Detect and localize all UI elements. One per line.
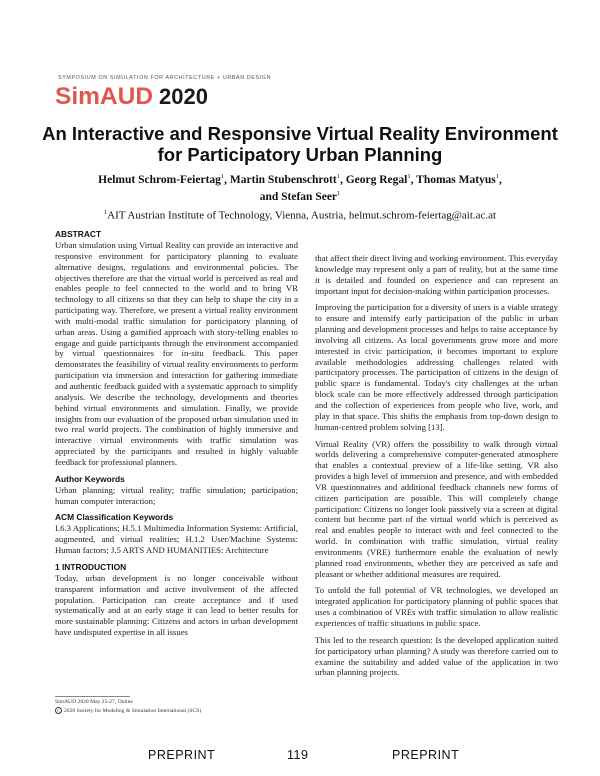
logo-text: SimAUD — [55, 83, 154, 110]
body-paragraph: Urban planning; virtual reality; traffic simulation; participation; human computer interaction; — [55, 484, 298, 506]
copyright-icon: c — [55, 707, 62, 714]
affiliation — [40, 206, 560, 223]
preprint-label-right: PREPRINT — [392, 748, 460, 762]
section-heading: ABSTRACT — [55, 229, 102, 239]
author-affiliation-mark: 1 — [407, 173, 411, 180]
copyright-text: 2020 Society for Modeling & Simulation International (SCS) — [64, 707, 202, 714]
page-number: 119 — [287, 748, 309, 762]
footnote-divider — [55, 696, 130, 697]
footnote — [55, 699, 201, 715]
author-separator: , — [224, 173, 230, 186]
simaud-logo — [55, 82, 208, 112]
author-name: Thomas Matyus — [416, 173, 496, 186]
section-heading: Author Keywords — [55, 473, 125, 484]
author-separator: , — [410, 173, 417, 186]
author-name: and Stefan Seer — [259, 190, 338, 203]
affiliation-mark: 1 — [103, 209, 108, 216]
author-name: Martin Stubenschrott — [229, 173, 337, 186]
left-column — [55, 229, 298, 644]
author-separator: , — [498, 173, 502, 186]
body-paragraph: Urban simulation using Virtual Reality can provide an interactive and responsive environment for participatory planning to evaluate alternative designs, regulations and environmental policies. The objectives therefore are that the virtual world is perceived as real and enables people to feel connected to the world and to bring VR technology to all citizens so that they can help to shape the city in a participating way. Therefore, we present a virtual reality environment with multi-modal traffic simulation for participatory planning of urban areas. Using a gamified approach with story-telling enables to engage and guide participants through the environment accompanied by virtual questionnaires for in-situ feedback. This paper demonstrates the feasibility of virtual reality environments to perform participation via immersion and interaction for gathering immediate and authentic feedback guided with a systematic approach to simplify analysis. We describe the technology, developments and theories behind virtual environments and simulation. Finally, we provide insights from our evaluation of the proposed urban simulation used in two real world projects. The combination of highly immersive and interactive virtual environments with traffic simulation was appreciated by the participants and resulted in highly valuable feedback for professional planners. — [55, 240, 298, 467]
section-heading: 1 INTRODUCTION — [55, 561, 127, 572]
author-affiliation-mark: 1 — [220, 173, 225, 180]
author-separator: , — [339, 173, 346, 186]
body-paragraph: To unfold the full potential of VR technologies, we developed an integrated application for participatory planning of public spaces that uses a combination of VREs with traffic simulation to allow realistic experiences of traffic situations in public space. — [315, 585, 558, 628]
body-paragraph: This led to the research question: Is the developed application suited for participatory urban planning? A study was therefore carried out to examine the suitability and added value of the application in two urban planning projects. — [315, 634, 558, 678]
body-paragraph: that affect their direct living and working environment. This everyday knowledge may represent only a part of reality, but at the same time it is detailed and founded on experience and can represent an important input for decision-making within participation processes. — [315, 253, 558, 296]
footnote-copyright — [55, 707, 201, 716]
author-name: Georg Regal — [345, 173, 408, 186]
affiliation-text: AIT Austrian Institute of Technology, Vienna, Austria, helmut.schrom-feiertag@ait.ac.at — [107, 209, 497, 222]
right-column — [315, 253, 558, 684]
author-affiliation-mark: 1 — [495, 173, 499, 180]
body-paragraph: Virtual Reality (VR) offers the possibility to walk through virtual worlds delivering a comprehensive computer-generated atmosphere that enables a contextual preview of a life-like setting. VR also provides a high level of immersion and presence, and with embedded VR questionnaires and additional feedback channels new forms of citizen participation are possible. This will completely change participation: Citizens no longer look passively via a screen at digital content but become part of the virtual world which is perceived as real and enables people to interact with and feel connected to the world. In combination with traffic simulation, virtual reality environments (VRE) furthermore enable the evaluation of newly planned road environments, whether they are perceived as safe and pleasant or whether additional measures are required. — [315, 438, 558, 579]
paper-title: An Interactive and Responsive Virtual Reality Environment for Participatory Urban Planning — [42, 123, 558, 165]
logo-year: 2020 — [159, 84, 208, 109]
author-name: Helmut Schrom-Feiertag — [98, 173, 221, 186]
footnote-conference: SimAUD 2020 May 25-27, Online — [55, 699, 133, 705]
body-paragraph: Improving the participation for a diversity of users is a viable strategy to ensure and intensify early participation of the public in urban planning and development processes and helps to raise acceptance by involving all citizens. As local governments grow more and more interested in civic participation, it becomes important to explore available methodologies addressing challenges related with participatory processes. The participation of citizens in the design of public space is fundamental. Today's city challenges at the urban block scale can be more effectively addressed through participation and the collection of experiences from people who live, work, and play in that space. This shifts the emphasis from top-down design to human-centred problem solving [13]. — [315, 302, 558, 432]
conference-tagline: SYMPOSIUM ON SIMULATION FOR ARCHITECTURE + URBAN DESIGN — [58, 75, 272, 81]
section-heading: ACM Classification Keywords — [55, 512, 174, 523]
author-list — [60, 170, 540, 204]
author-affiliation-mark: 1 — [336, 173, 340, 180]
author-affiliation-mark: 1 — [337, 189, 341, 197]
body-paragraph: Today, urban development is no longer conceivable without transparent information and active involvement of the affected population. Participation can create acceptance and if used systematically and at an early stage it can lead to better results for more sustainable planning: Citizens and actors in urban development have undisputed expertise in all issues — [55, 572, 298, 638]
body-paragraph: I.6.3 Applications; H.5.1 Multimedia Information Systems: Artificial, augmented, and virtual realities; H.1.2 User/Machine Systems: Human factors; J.5 ARTS AND HUMANITIES: Architecture — [55, 523, 298, 556]
preprint-label-left: PREPRINT — [148, 748, 216, 762]
